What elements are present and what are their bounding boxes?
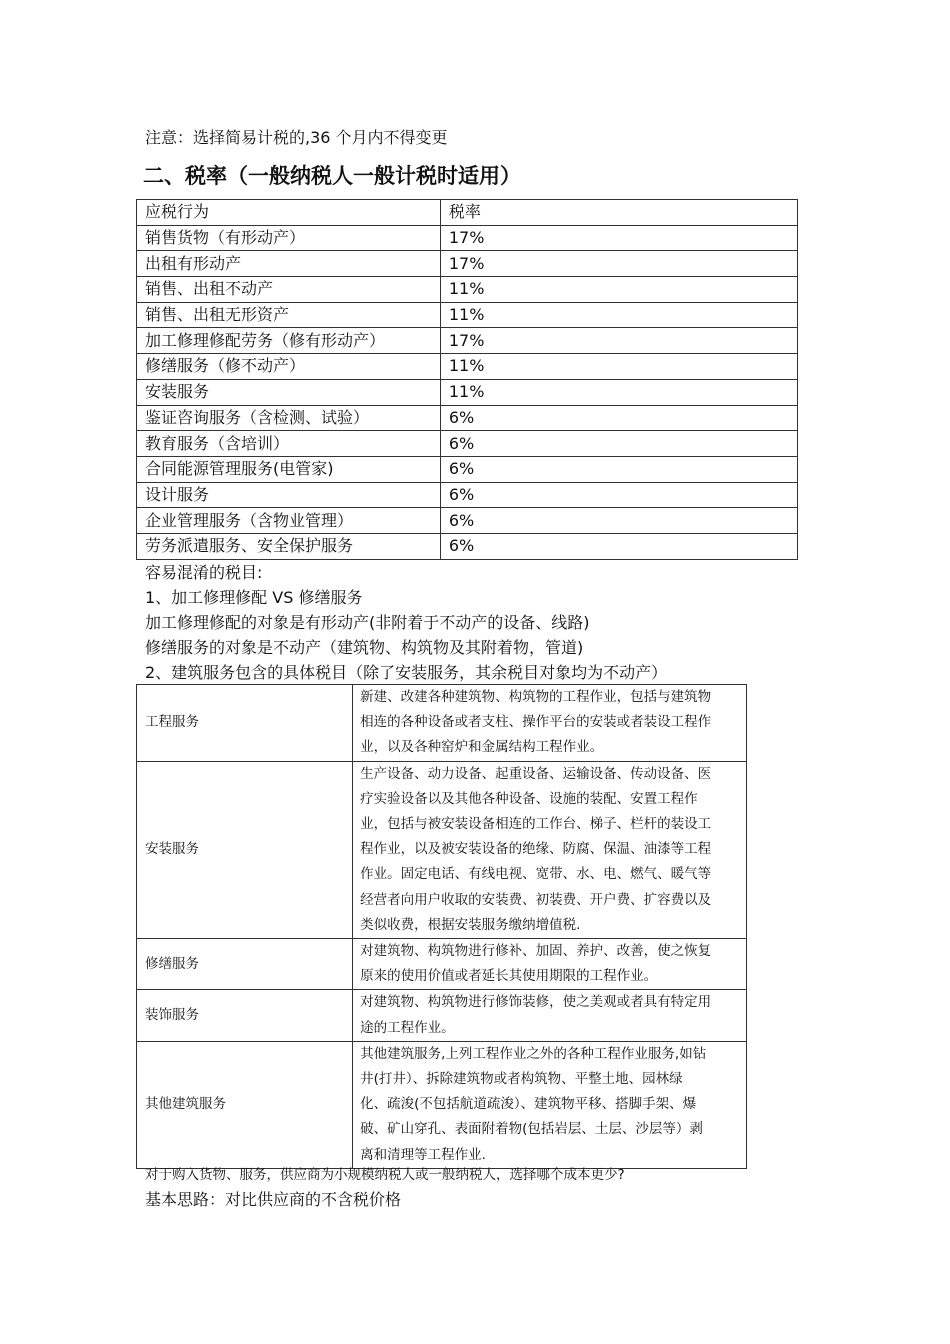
description-line: 作业。固定电话、有线电视、宽带、水、电、燃气、暖气等 [360, 866, 712, 883]
rate-table-row [137, 482, 798, 508]
rate-table-header-row [137, 200, 798, 226]
description-line: 对建筑物、构筑物进行修补、加固、养护、改善，使之恢复 [360, 943, 712, 960]
construction-table-row [137, 761, 747, 938]
description-line: 破、矿山穿孔、表面附着物(包括岩层、土层、沙层等）剥 [360, 1121, 703, 1138]
taxable-activity-cell: 鉴证咨询服务（含检测、试验） [137, 405, 441, 431]
taxable-activity-cell: 教育服务（含培训） [137, 431, 441, 457]
tax-rate-table [136, 199, 798, 560]
description-line: 其他建筑服务,上列工程作业之外的各种工程作业服务,如钻 [360, 1045, 707, 1062]
rate-table-row [137, 328, 798, 354]
point-1-line-1: 加工修理修配的对象是有形动产(非附着于不动产的设备、线路) [145, 613, 590, 632]
service-name-cell: 工程服务 [137, 685, 353, 762]
tax-rate-cell: 6% [440, 533, 797, 559]
tax-rate-cell: 6% [440, 508, 797, 534]
description-line: 业，包括与被安装设备相连的工作台、梯子、栏杆的装设工 [360, 816, 712, 833]
description-line: 相连的各种设备或者支柱、操作平台的安装或者装设工程作 [360, 714, 712, 731]
tax-rate-cell: 6% [440, 456, 797, 482]
notice-text: 注意：选择简易计税的,36 个月内不得变更 [145, 128, 448, 147]
taxable-activity-cell: 劳务派遣服务、安全保护服务 [137, 533, 441, 559]
description-line: 井(打井）、拆除建筑物或者构筑物、平整土地、园林绿 [360, 1071, 683, 1088]
point-1-title: 1、加工修理修配 VS 修缮服务 [145, 588, 363, 607]
rate-table-row [137, 405, 798, 431]
taxable-activity-cell: 出租有形动产 [137, 251, 441, 277]
basic-idea-text: 基本思路：对比供应商的不含税价格 [145, 1190, 402, 1209]
rate-table-row [137, 251, 798, 277]
service-name-cell: 修缮服务 [137, 939, 353, 990]
rate-table-row [137, 379, 798, 405]
construction-table-row [137, 990, 747, 1041]
section-heading: 二、税率（一般纳税人一般计税时适用） [143, 164, 521, 188]
construction-table-row [137, 685, 747, 762]
service-name-cell: 其他建筑服务 [137, 1041, 353, 1168]
tax-rate-cell: 6% [440, 405, 797, 431]
construction-table-row [137, 1041, 747, 1168]
tax-rate-cell: 17% [440, 251, 797, 277]
tax-rate-cell: 6% [440, 431, 797, 457]
tax-rate-cell: 11% [440, 354, 797, 380]
service-description-cell [353, 1041, 747, 1168]
tax-rate-cell: 17% [440, 225, 797, 251]
construction-services-table [136, 684, 747, 1169]
description-line: 生产设备、动力设备、起重设备、运输设备、传动设备、医 [360, 765, 712, 782]
taxable-activity-cell: 修缮服务（修不动产） [137, 354, 441, 380]
question-text: 对于购入货物、服务，供应商为小规模纳税人或一般纳税人，选择哪个成本更少? [145, 1167, 625, 1183]
rate-table-row [137, 354, 798, 380]
description-line: 程作业，以及被安装设备的绝缘、防腐、保温、油漆等工程 [360, 841, 712, 858]
rate-table-row [137, 431, 798, 457]
service-description-cell [353, 761, 747, 938]
tax-rate-cell: 17% [440, 328, 797, 354]
description-line: 化、疏浚(不包括航道疏浚）、建筑物平移、搭脚手架、爆 [360, 1096, 697, 1113]
description-line: 新建、改建各种建筑物、构筑物的工程作业，包括与建筑物 [360, 689, 712, 705]
rate-table-row [137, 533, 798, 559]
point-1-line-2: 修缮服务的对象是不动产（建筑物、构筑物及其附着物，管道) [145, 638, 584, 657]
description-line: 疗实验设备以及其他各种设备、设施的装配、安置工程作 [360, 790, 698, 807]
tax-rate-cell: 11% [440, 302, 797, 328]
rate-table-row [137, 302, 798, 328]
taxable-activity-cell: 销售货物（有形动产） [137, 225, 441, 251]
rate-table-row [137, 277, 798, 303]
taxable-activity-cell: 企业管理服务（含物业管理） [137, 508, 441, 534]
rate-table-row [137, 225, 798, 251]
service-description-cell [353, 990, 747, 1041]
service-description-cell [353, 685, 747, 762]
taxable-activity-cell: 销售、出租不动产 [137, 277, 441, 303]
taxable-activity-cell: 应税行为 [137, 200, 441, 226]
taxable-activity-cell: 安装服务 [137, 379, 441, 405]
taxable-activity-cell: 销售、出租无形资产 [137, 302, 441, 328]
construction-table-row [137, 939, 747, 990]
tax-rate-cell: 6% [440, 482, 797, 508]
description-line: 对建筑物、构筑物进行修饰装修，使之美观或者具有特定用 [360, 994, 712, 1011]
taxable-activity-cell: 设计服务 [137, 482, 441, 508]
tax-rate-cell: 税率 [440, 200, 797, 226]
description-line: 经营者向用户收取的安装费、初装费、开户费、扩容费以及 [360, 891, 712, 908]
taxable-activity-cell: 合同能源管理服务(电管家) [137, 456, 441, 482]
description-line: 离和清理等工程作业. [360, 1146, 486, 1163]
service-name-cell: 装饰服务 [137, 990, 353, 1041]
taxable-activity-cell: 加工修理修配劳务（修有形动产） [137, 328, 441, 354]
service-description-cell [353, 939, 747, 990]
description-line: 类似收费，根据安装服务缴纳增值税. [360, 916, 581, 933]
rate-table-row [137, 456, 798, 482]
description-line: 途的工程作业。 [360, 1019, 455, 1036]
description-line: 原来的使用价值或者延长其使用期限的工程作业。 [360, 968, 658, 985]
tax-rate-cell: 11% [440, 277, 797, 303]
service-name-cell: 安装服务 [137, 761, 353, 938]
point-2-title: 2、建筑服务包含的具体税目（除了安装服务，其余税目对象均为不动产） [145, 663, 668, 682]
rate-table-row [137, 508, 798, 534]
confusing-items-title: 容易混淆的税目: [145, 563, 263, 582]
tax-rate-cell: 11% [440, 379, 797, 405]
description-line: 业，以及各种窑炉和金属结构工程作业。 [360, 739, 604, 756]
